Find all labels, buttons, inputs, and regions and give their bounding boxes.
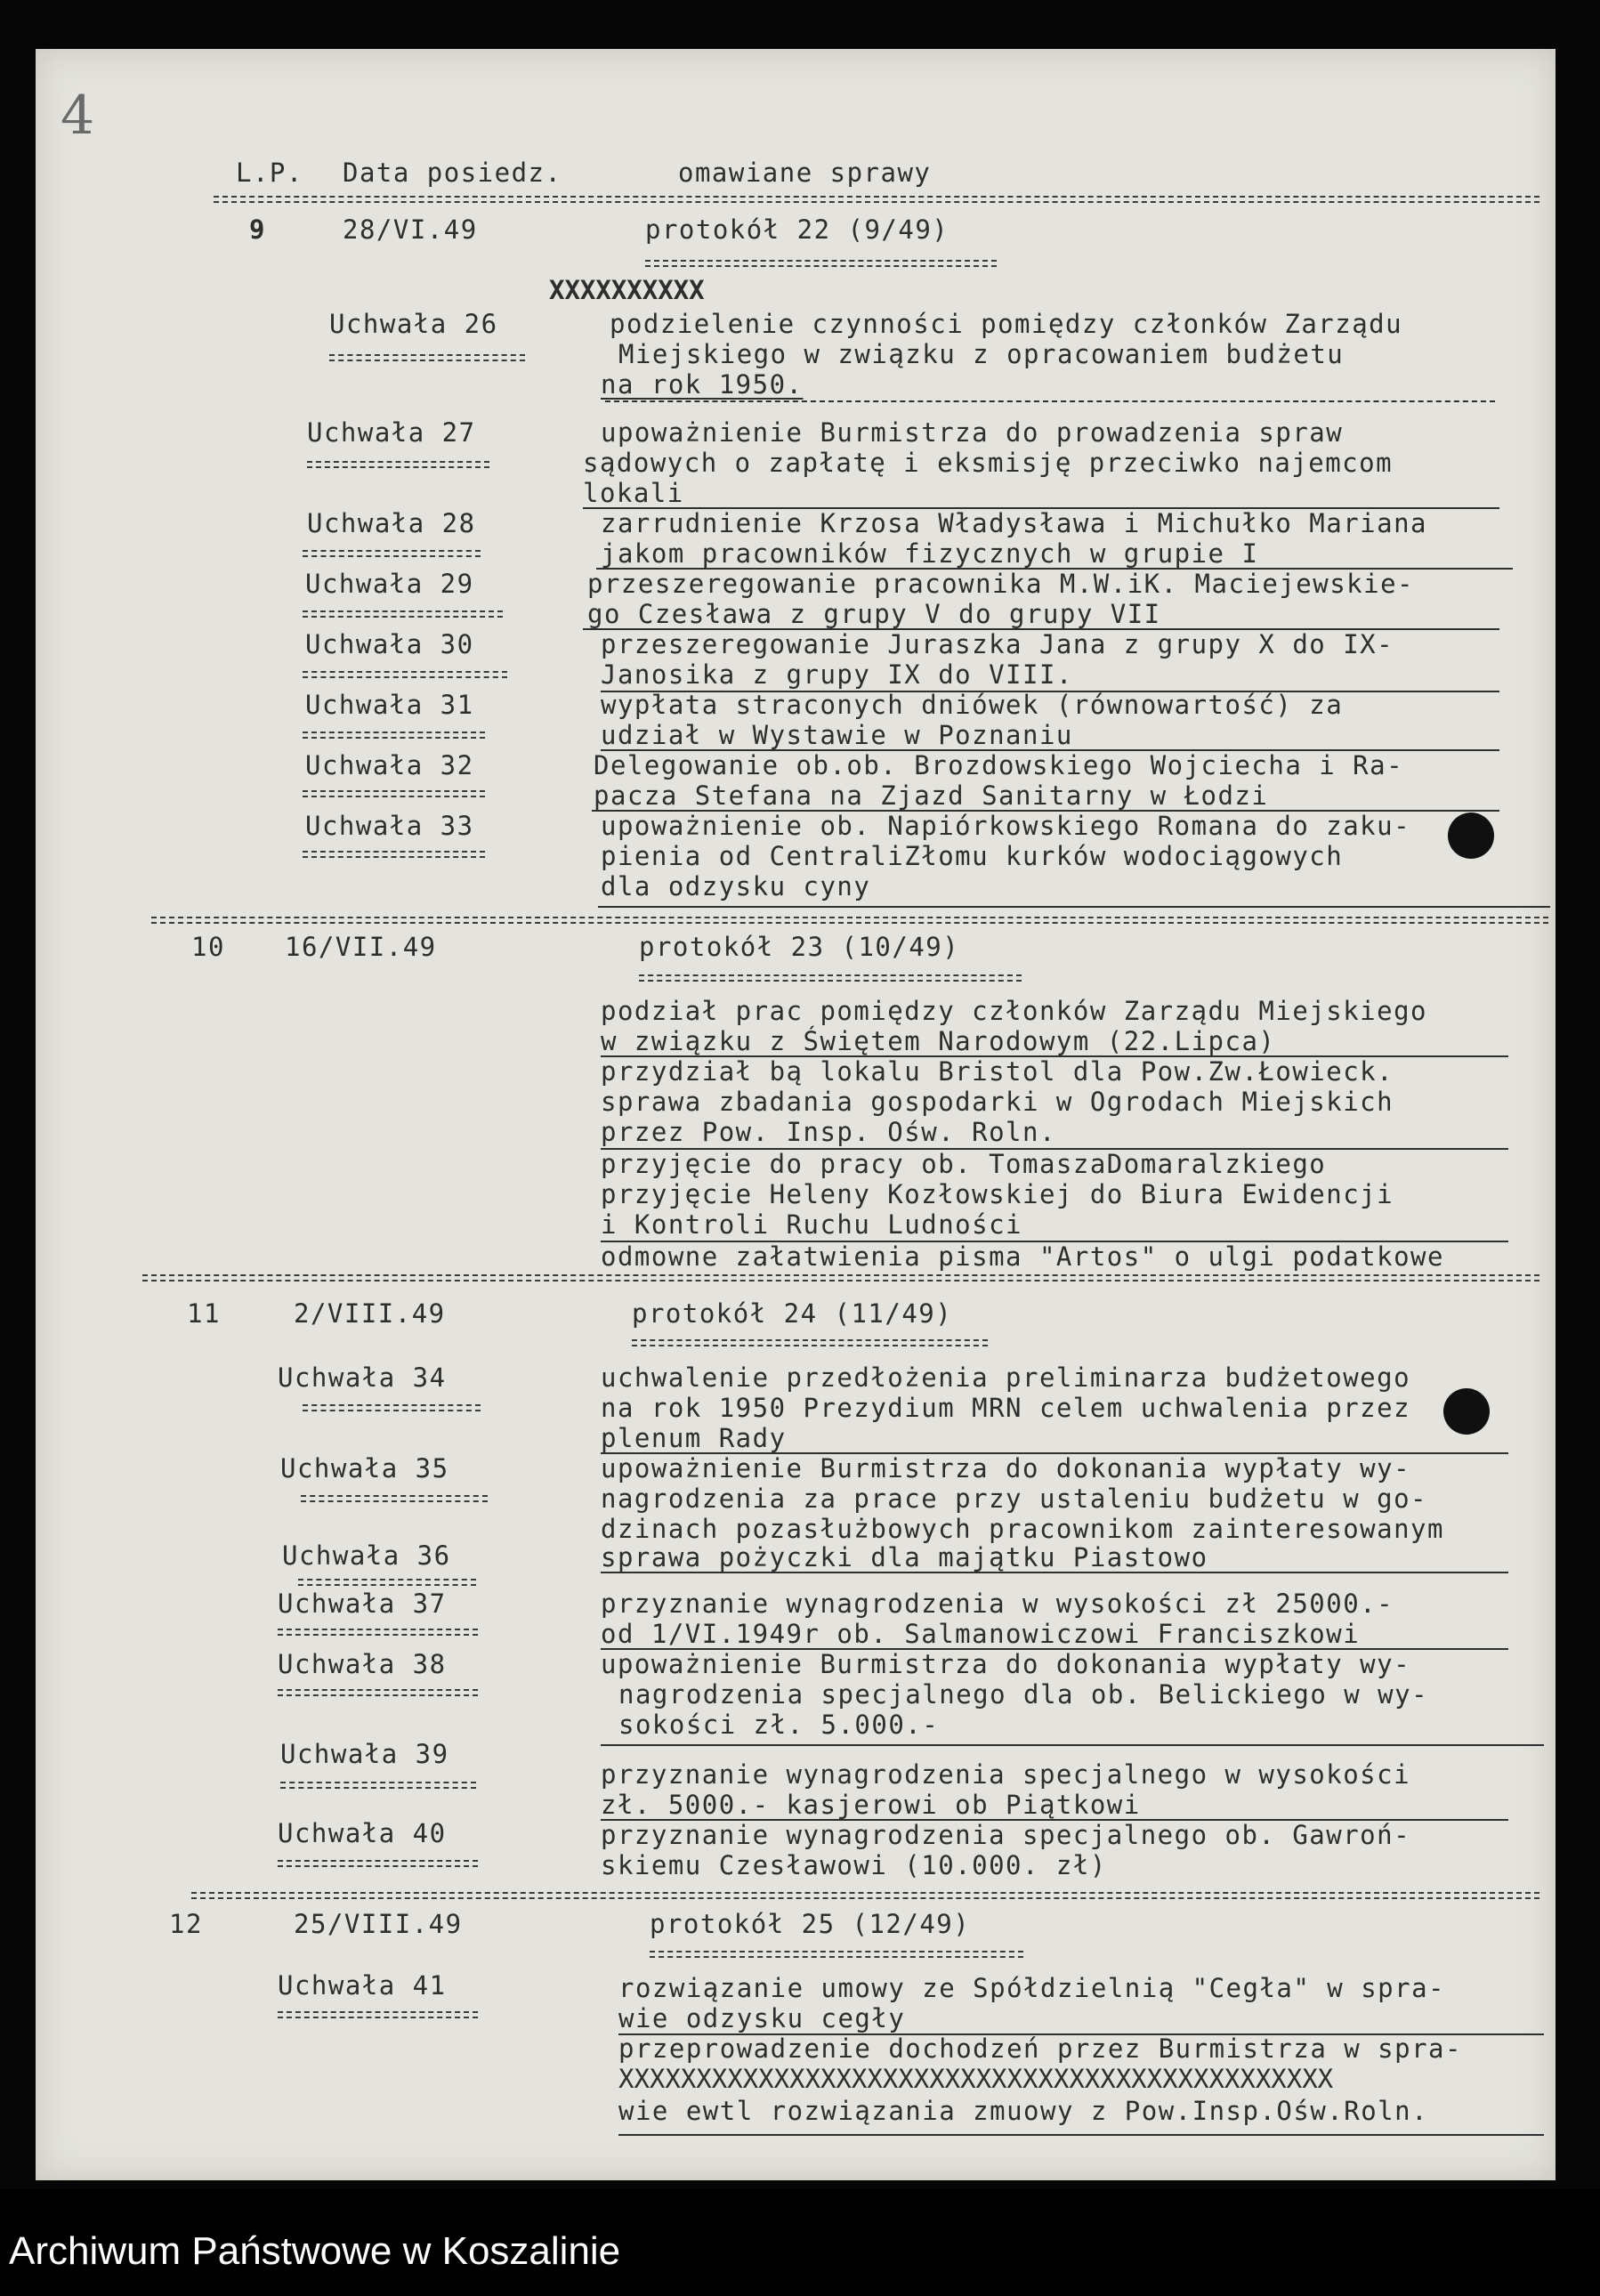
resolution-text: przeszeregowanie pracownika M.W.iK. Maciejewskie- <box>587 569 1415 599</box>
double-rule <box>280 1782 476 1783</box>
item-text: odmowne załatwienia pisma "Artos" o ulgi podatkowe <box>601 1241 1444 1272</box>
resolution-label: Uchwała 37 <box>278 1589 447 1619</box>
resolution-text: upoważnienie ob. Napiórkowskiego Romana do zaku- <box>601 811 1411 841</box>
header-date: Data posiedz. <box>343 158 562 188</box>
protocol-title: protokół 24 (11/49) <box>632 1298 953 1329</box>
session-date: 2/VIII.49 <box>294 1298 446 1329</box>
item-text: przyjęcie Heleny Kozłowskiej do Biura Ewidencji <box>601 1179 1394 1209</box>
double-rule <box>645 260 997 262</box>
resolution-label: Uchwała 34 <box>278 1362 447 1393</box>
double-rule <box>303 851 485 853</box>
separator-line <box>601 1744 1544 1746</box>
header-topics: omawiane sprawy <box>678 158 932 188</box>
separator-line <box>618 2134 1544 2136</box>
resolution-text: podzielenie czynności pomiędzy członków Zarządu <box>610 309 1403 339</box>
double-rule <box>214 196 1539 198</box>
resolution-label: Uchwała 38 <box>278 1649 447 1679</box>
separator-line <box>601 1572 1508 1573</box>
entry-number: 10 <box>191 932 225 962</box>
resolution-text: sądowych o zapłatę i eksmisję przeciwko najemcom <box>583 448 1394 478</box>
resolution-text: przyznanie wynagrodzenia specjalnego ob. Gawroń- <box>601 1820 1411 1850</box>
resolution-label: Uchwała 31 <box>305 690 474 720</box>
archive-caption: Archiwum Państwowe w Koszalinie <box>9 2229 621 2273</box>
item-text: i Kontroli Ruchu Ludności <box>601 1209 1022 1240</box>
item-text: podział prac pomiędzy członków Zarządu Miejskiego <box>601 996 1428 1026</box>
resolution-text: zł. 5000.- kasjerowi ob Piątkowi <box>601 1790 1141 1820</box>
session-date: 25/VIII.49 <box>294 1909 463 1939</box>
item-text: w związku z Świętem Narodowym (22.Lipca) <box>601 1026 1276 1056</box>
double-rule <box>303 610 503 612</box>
separator-line <box>605 400 1495 402</box>
resolution-text: lokali <box>583 478 684 508</box>
resolution-text: skiemu Czesławowi (10.000. zł) <box>601 1850 1107 1880</box>
resolution-text: Janosika z grupy IX do VIII. <box>601 659 1073 690</box>
struck-text: XXXXXXXXXXXXXXXXXXXXXXXXXXXXXXXXXXXXXXXXXXXXXX <box>618 2064 1334 2094</box>
session-date: 16/VII.49 <box>285 932 437 962</box>
protocol-title: protokół 23 (10/49) <box>639 932 960 962</box>
resolution-label: Uchwała 28 <box>307 508 476 538</box>
double-rule <box>650 1951 1023 1952</box>
resolution-text: Delegowanie ob.ob. Brozdowskiego Wojciecha i Ra- <box>594 750 1404 780</box>
protocol-title: protokół 22 (9/49) <box>645 214 949 245</box>
punch-hole <box>1448 812 1494 859</box>
resolution-text: go Czesława z grupy V do grupy VII <box>587 599 1161 629</box>
double-rule <box>278 2011 478 2013</box>
double-rule <box>303 550 481 552</box>
resolution-label: Uchwała 35 <box>280 1453 449 1484</box>
double-rule <box>301 1495 488 1497</box>
resolution-text: zarrudnienie Krzosa Władysława i Michułko Mariana <box>601 508 1428 538</box>
resolution-text: pienia od CentraliZłomu kurków wodociągowych <box>601 841 1344 871</box>
resolution-label: Uchwała 41 <box>278 1970 447 2001</box>
resolution-text: upoważnienie Burmistrza do dokonania wypłaty wy- <box>601 1453 1411 1484</box>
resolution-text: przeszeregowanie Juraszka Jana z grupy X do IX- <box>601 629 1394 659</box>
double-rule <box>329 354 525 356</box>
item-text: przyjęcie do pracy ob. TomaszaDomaralzkiego <box>601 1149 1327 1179</box>
protocol-title: protokół 25 (12/49) <box>650 1909 971 1939</box>
resolution-text: Miejskiego w związku z opracowaniem budżetu <box>618 339 1345 369</box>
double-rule <box>639 974 1022 976</box>
resolution-label: Uchwała 29 <box>305 569 474 599</box>
punch-hole <box>1443 1388 1490 1435</box>
double-rule <box>278 1689 478 1691</box>
item-text: sprawa zbadania gospodarki w Ogrodach Miejskich <box>601 1087 1394 1117</box>
resolution-label: Uchwała 30 <box>305 629 474 659</box>
resolution-label: Uchwała 27 <box>307 417 476 448</box>
page-number: 4 <box>61 85 95 147</box>
resolution-text: dzinach pozasłużbowych pracownikom zainteresowanym <box>601 1514 1444 1544</box>
resolution-text: nagrodzenia specjalnego dla ob. Belickiego w wy- <box>618 1679 1429 1710</box>
separator-line <box>598 906 1550 908</box>
entry-number: 11 <box>187 1298 221 1329</box>
double-rule <box>191 1892 1539 1894</box>
resolution-text: plenum Rady <box>601 1423 787 1453</box>
archive-caption-bar <box>0 2189 1600 2296</box>
resolution-text: sokości zł. 5.000.- <box>618 1710 940 1740</box>
resolution-text: dla odzysku cyny <box>601 871 871 901</box>
double-rule <box>632 1339 988 1341</box>
double-rule <box>278 1860 478 1862</box>
resolution-text: nagrodzenia za prace przy ustaleniu budżetu w go- <box>601 1484 1428 1514</box>
resolution-text: udział w Wystawie w Poznaniu <box>601 720 1073 750</box>
resolution-label: Uchwała 39 <box>280 1739 449 1769</box>
struck-text: XXXXXXXXXX <box>549 275 705 305</box>
resolution-label: Uchwała 36 <box>282 1540 451 1571</box>
session-date: 28/VI.49 <box>343 214 478 245</box>
entry-number: 12 <box>169 1909 203 1939</box>
resolution-text: wie odzysku cegły <box>618 2003 906 2033</box>
resolution-text: pacza Stefana na Zjazd Sanitarny w Łodzi <box>594 780 1269 811</box>
resolution-text: wie ewtl rozwiązania zmuowy z Pow.Insp.Ośw.Roln. <box>618 2096 1429 2126</box>
resolution-text: na rok 1950. <box>601 369 804 400</box>
resolution-text: upoważnienie Burmistrza do dokonania wypłaty wy- <box>601 1649 1411 1679</box>
double-rule <box>303 1404 481 1406</box>
double-rule <box>303 790 485 792</box>
item-text: przydział bą lokalu Bristol dla Pow.Zw.Łowieck. <box>601 1056 1394 1087</box>
header-lp: L.P. <box>236 158 303 188</box>
item-text: przez Pow. Insp. Ośw. Roln. <box>601 1117 1056 1147</box>
resolution-text: przeprowadzenie dochodzeń przez Burmistrza w spra- <box>618 2033 1462 2064</box>
resolution-text: sprawa pożyczki dla majątku Piastowo <box>601 1542 1208 1572</box>
double-rule <box>307 461 489 463</box>
resolution-text: od 1/VI.1949r ob. Salmanowiczowi Franciszkowi <box>601 1619 1361 1649</box>
resolution-text: wypłata straconych dniówek (równowartość) za <box>601 690 1344 720</box>
double-rule <box>151 917 1548 918</box>
resolution-text: przyznanie wynagrodzenia specjalnego w wysokości <box>601 1759 1411 1790</box>
resolution-label: Uchwała 33 <box>305 811 474 841</box>
resolution-text: na rok 1950 Prezydium MRN celem uchwalenia przez <box>601 1393 1411 1423</box>
double-rule <box>298 1579 476 1581</box>
resolution-text: upoważnienie Burmistrza do prowadzenia spraw <box>601 417 1344 448</box>
double-rule <box>303 671 507 673</box>
entry-number: 9 <box>249 214 266 245</box>
resolution-text: przyznanie wynagrodzenia w wysokości zł 25000.- <box>601 1589 1394 1619</box>
resolution-label: Uchwała 26 <box>329 309 498 339</box>
resolution-label: Uchwała 40 <box>278 1818 447 1848</box>
resolution-label: Uchwała 32 <box>305 750 474 780</box>
double-rule <box>278 1629 478 1630</box>
resolution-text: rozwiązanie umowy ze Spółdzielnią "Cegła" w spra- <box>618 1973 1446 2003</box>
double-rule <box>142 1274 1539 1276</box>
double-rule <box>303 732 485 733</box>
resolution-text: uchwalenie przedłożenia preliminarza budżetowego <box>601 1362 1411 1393</box>
resolution-text: jakom pracowników fizycznych w grupie I <box>601 538 1259 569</box>
